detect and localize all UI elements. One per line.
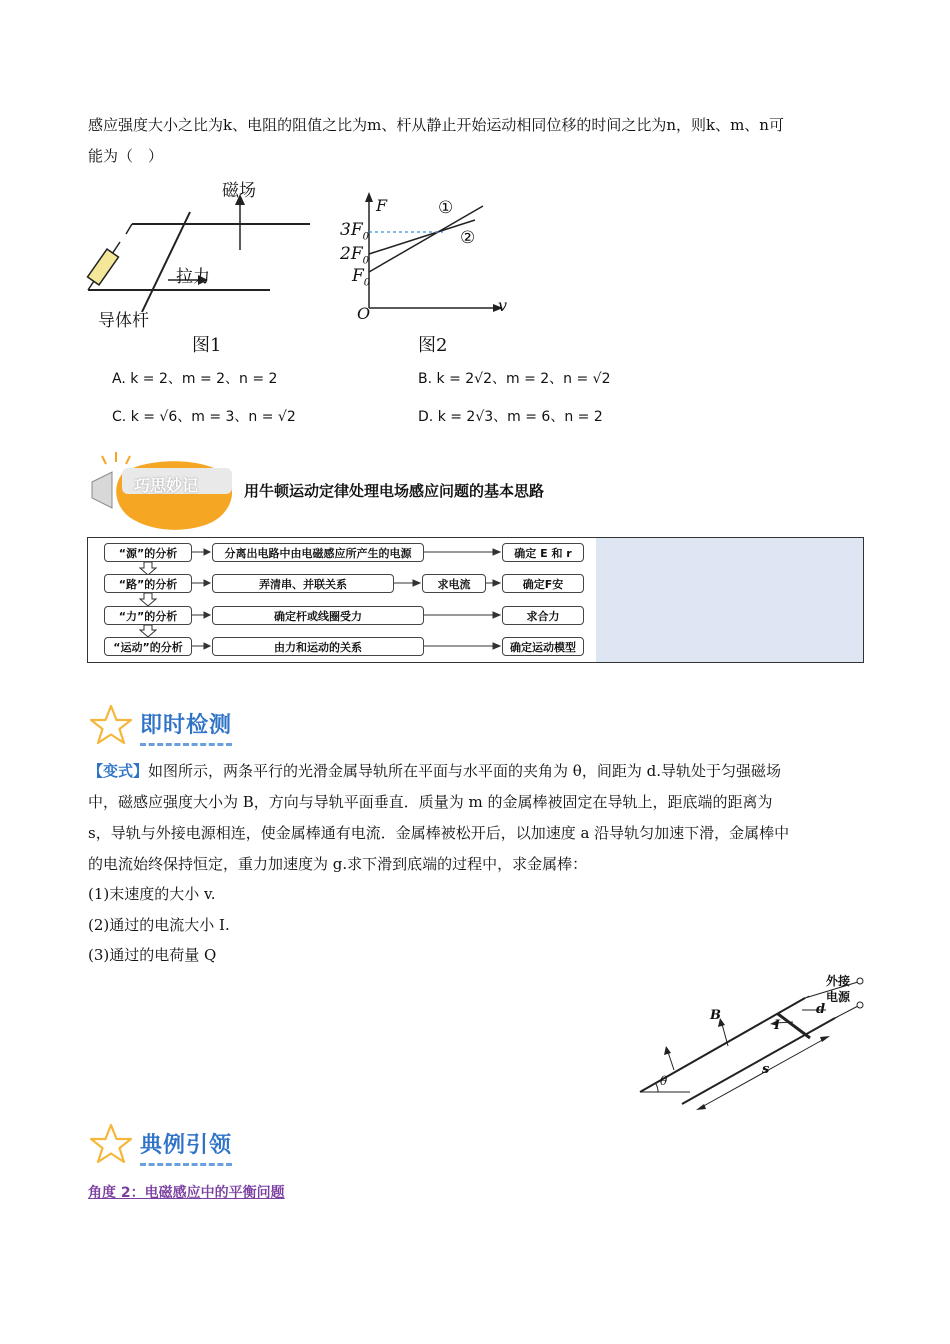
variant-line-4: 的电流始终保持恒定，重力加速度为 g.求下滑到底端的过程中，求金属棒： bbox=[88, 855, 588, 873]
angle-2-link[interactable]: 角度 2：电磁感应中的平衡问题 bbox=[88, 1185, 285, 1201]
fig2-tick-f: $F_0$ bbox=[352, 266, 371, 289]
section-title-examples: 典例引领 bbox=[140, 1128, 232, 1166]
option-a[interactable]: A. k = 2、m = 2、n = 2 bbox=[112, 371, 278, 387]
section-title-check: 即时检测 bbox=[140, 708, 232, 746]
flow-row-2-right: 确定F安 bbox=[502, 574, 584, 593]
question-line-1: 感应强度大小之比为k、电阻的阻值之比为m、杆从静止开始运动相同位移的时间之比为n，则k、m、n可 bbox=[88, 116, 784, 134]
fig3-i-label: I bbox=[774, 1018, 781, 1033]
option-c[interactable]: C. k = √6、m = 3、n = √2 bbox=[112, 409, 296, 425]
variant-line-2: 中，磁感应强度大小为 B，方向与导轨平面垂直．质量为 m 的金属棒被固定在导轨上，距底端的距离为 bbox=[88, 793, 773, 811]
flowchart-side-panel bbox=[596, 538, 863, 662]
fig2-line-2-label: ② bbox=[460, 228, 476, 248]
fig3-b-label: B bbox=[710, 1008, 721, 1023]
flow-row-2-mid: 弄清串、并联关系 bbox=[212, 574, 394, 593]
star-icon bbox=[88, 1122, 134, 1166]
fig2-axis-x: v bbox=[498, 296, 508, 315]
flow-row-2-left: “路”的分析 bbox=[104, 574, 192, 593]
fig2-origin: O bbox=[357, 304, 371, 323]
fig3-source-label-2: 电源 bbox=[826, 990, 851, 1004]
fig2-tick-3f: $3F_0$ bbox=[340, 220, 369, 243]
variant-question-2: (2)通过的电流大小 I. bbox=[88, 916, 230, 934]
flow-row-1-mid: 分离出电路中由电磁感应所产生的电源 bbox=[212, 543, 424, 562]
flow-row-2-extra: 求电流 bbox=[422, 574, 486, 593]
fig3-source-label-1: 外接 bbox=[826, 974, 851, 988]
variant-line-1: 【变式】如图所示，两条平行的光滑金属导轨所在平面与水平面的夹角为 θ，间距为 d.导轨处于匀强磁场 bbox=[88, 762, 781, 780]
option-b[interactable]: B. k = 2√2、m = 2、n = √2 bbox=[418, 371, 611, 387]
tip-badge-label: 巧思妙记 bbox=[134, 476, 199, 495]
fig2-line-1-label: ① bbox=[438, 198, 454, 218]
flow-row-3-mid: 确定杆或线圈受力 bbox=[212, 606, 424, 625]
flow-row-3-right: 求合力 bbox=[502, 606, 584, 625]
option-d[interactable]: D. k = 2√3、m = 6、n = 2 bbox=[418, 409, 603, 425]
fig2-tick-2f: $2F_0$ bbox=[340, 244, 369, 267]
flow-row-1-left: “源”的分析 bbox=[104, 543, 192, 562]
variant-question-3: (3)通过的电荷量 Q bbox=[88, 946, 217, 964]
flow-row-3-left: “力”的分析 bbox=[104, 606, 192, 625]
variant-question-1: (1)末速度的大小 v. bbox=[88, 885, 216, 903]
fig1-field-label: 磁场 bbox=[222, 181, 256, 201]
fig1-caption: 图1 bbox=[192, 335, 222, 356]
fig2-caption: 图2 bbox=[418, 335, 448, 356]
fig1-force-label: 拉力 bbox=[176, 267, 210, 287]
fig1-rod-label: 导体杆 bbox=[98, 311, 149, 331]
flowchart-panel bbox=[87, 537, 864, 663]
fig3-d-label: d bbox=[816, 1002, 826, 1017]
question-line-2: 能为（ ） bbox=[88, 147, 164, 165]
flow-row-1-right: 确定 E 和 r bbox=[502, 543, 584, 562]
flow-row-4-right: 确定运动模型 bbox=[502, 637, 584, 656]
flow-row-4-left: “运动”的分析 bbox=[104, 637, 192, 656]
fig3-theta-label: θ bbox=[660, 1074, 668, 1088]
fig3-s-label: s bbox=[762, 1062, 770, 1077]
star-icon bbox=[88, 703, 134, 747]
tip-title: 用牛顿运动定律处理电场感应问题的基本思路 bbox=[244, 482, 545, 500]
variant-line-3: s，导轨与外接电源相连，使金属棒通有电流．金属棒被松开后，以加速度 a 沿导轨匀加速下滑，金属棒中 bbox=[88, 824, 790, 842]
fig2-axis-y: F bbox=[376, 196, 388, 215]
flow-row-4-mid: 由力和运动的关系 bbox=[212, 637, 424, 656]
